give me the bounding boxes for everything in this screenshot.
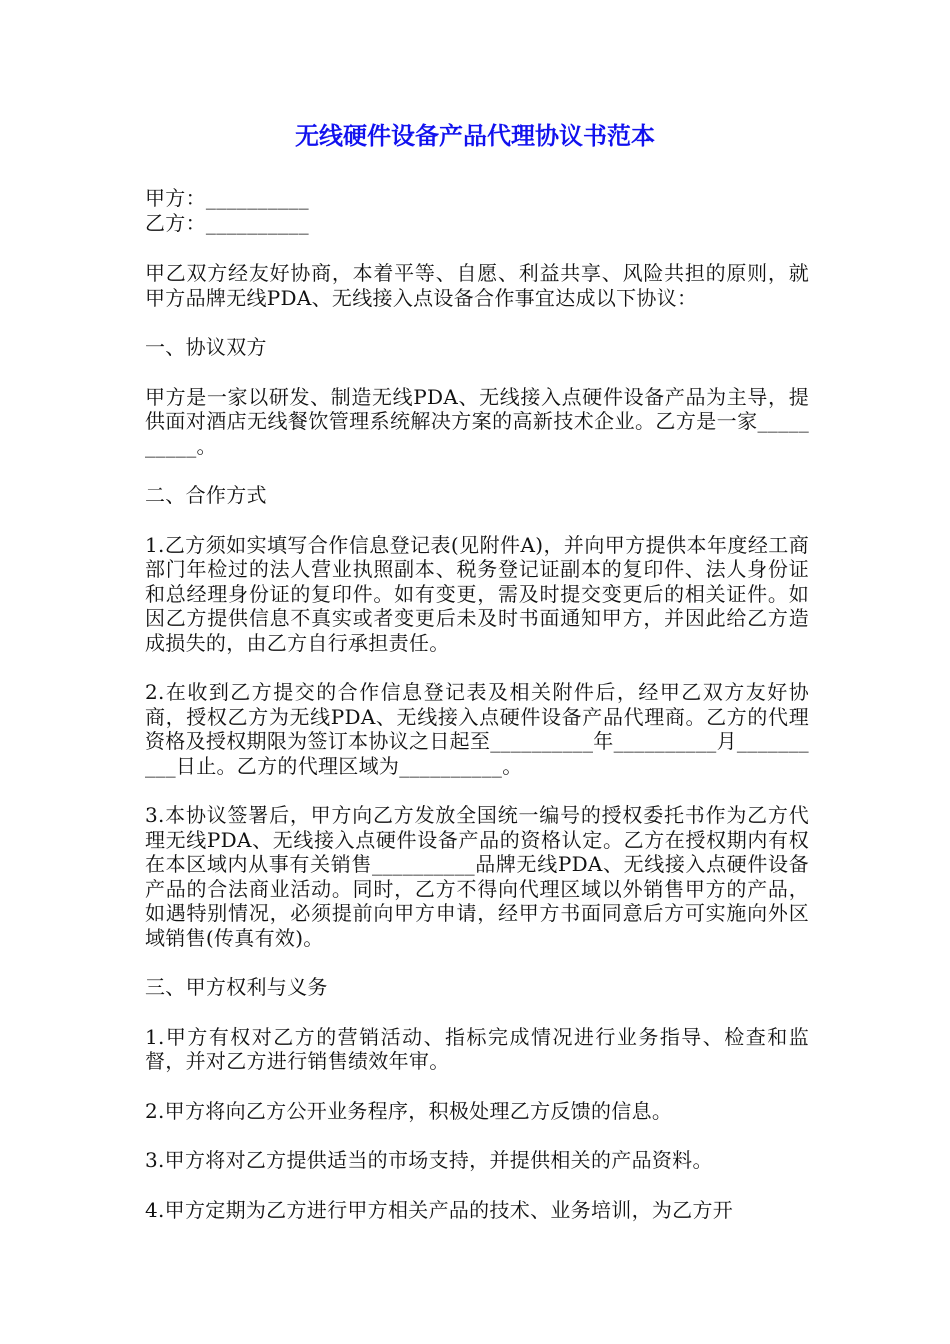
party-a-line: 甲方：__________ [145,186,309,210]
paragraph-cooperation-3: 3.本协议签署后，甲方向乙方发放全国统一编号的授权委托书作为乙方代理无线PDA、无线接入点硬件设备产品的资格认定。乙方在授权期内有权在本区域内从事有关销售__________品牌无线PDA、无线接入点硬件设备产品的合法商业活动。同时，乙方不得向代理区域以外销售甲方的产品，如遇特别情况，必须提前向甲方申请，经甲方书面同意后方可实施向外区域销售(传真有效)。 [145,803,809,950]
paragraph-rights-3: 3.甲方将对乙方提供适当的市场支持，并提供相关的产品资料。 [145,1148,713,1172]
document-title: 无线硬件设备产品代理协议书范本 [295,122,655,150]
section-heading-parties: 一、协议双方 [145,335,267,359]
parties-block [145,186,809,235]
paragraph-parties: 甲方是一家以研发、制造无线PDA、无线接入点硬件设备产品为主导，提供面对酒店无线餐饮管理系统解决方案的高新技术企业。乙方是一家__________。 [145,384,809,458]
paragraph-rights-1: 1.甲方有权对乙方的营销活动、指标完成情况进行业务指导、检查和监督，并对乙方进行销售绩效年审。 [145,1024,809,1073]
paragraph-rights-2: 2.甲方将向乙方公开业务程序，积极处理乙方反馈的信息。 [145,1098,673,1123]
paragraph-cooperation-1: 1.乙方须如实填写合作信息登记表(见附件A)，并向甲方提供本年度经工商部门年检过的法人营业执照副本、税务登记证副本的复印件、法人身份证和总经理身份证的复印件。如有变更，需及时提交变更后的相关证件。如因乙方提供信息不真实或者变更后未及时书面通知甲方，并因此给乙方造成损失的，由乙方自行承担责任。 [145,532,809,655]
party-b-line: 乙方：__________ [145,210,309,235]
section-heading-cooperation: 二、合作方式 [145,483,267,507]
document-body [145,186,809,1247]
paragraph-cooperation-2: 2.在收到乙方提交的合作信息登记表及相关附件后，经甲乙双方友好协商，授权乙方为无线PDA、无线接入点硬件设备产品代理商。乙方的代理资格及授权期限为签订本协议之日起至__________年__________月__________日止。乙方的代理区域为__________。 [145,680,809,778]
paragraph-rights-4: 4.甲方定期为乙方进行甲方相关产品的技术、业务培训，为乙方开 [145,1197,734,1222]
section-heading-party-a-rights: 三、甲方权利与义务 [145,975,328,999]
intro-paragraph: 甲乙双方经友好协商，本着平等、自愿、利益共享、风险共担的原则，就甲方品牌无线PDA、无线接入点设备合作事宜达成以下协议： [145,261,809,310]
